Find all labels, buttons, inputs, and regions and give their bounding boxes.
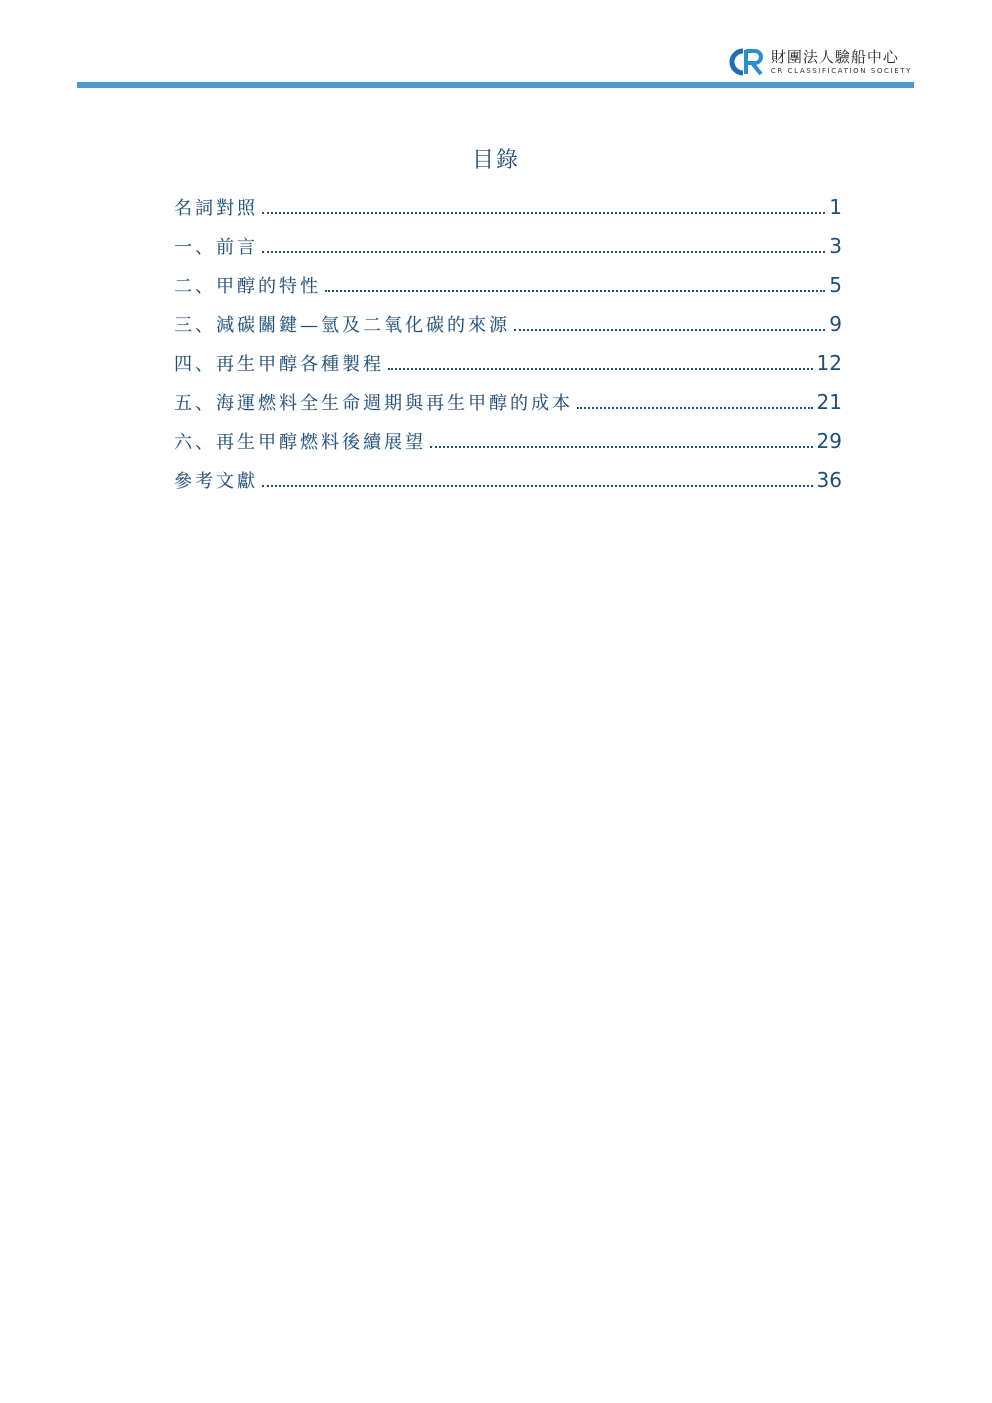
toc-title: 目錄 <box>471 148 520 173</box>
toc-leader-dots <box>388 368 813 370</box>
toc-entry-label: 四、再生甲醇各種製程 <box>174 354 384 375</box>
toc-entry-glossary[interactable] <box>174 194 842 233</box>
toc-list <box>174 194 842 506</box>
toc-entry-page: 1 <box>829 195 842 219</box>
cr-logo-icon <box>729 47 765 77</box>
toc-entry-carbon-reduction[interactable] <box>174 311 842 350</box>
toc-entry-label: 三、減碳關鍵—氫及二氧化碳的來源 <box>174 315 510 336</box>
toc-entry-label: 二、甲醇的特性 <box>174 276 321 297</box>
toc-leader-dots <box>514 329 825 331</box>
toc-leader-dots <box>262 212 825 214</box>
header-logo <box>729 47 912 77</box>
toc-entry-label: 五、海運燃料全生命週期與再生甲醇的成本 <box>174 393 573 414</box>
toc-entry-page: 29 <box>816 429 842 453</box>
toc-leader-dots <box>262 251 825 253</box>
toc-entry-label: 名詞對照 <box>174 198 258 219</box>
logo-text <box>770 47 912 75</box>
toc-entry-outlook[interactable] <box>174 428 842 467</box>
header-divider <box>77 82 914 88</box>
toc-leader-dots <box>262 485 813 487</box>
toc-leader-dots <box>577 407 813 409</box>
toc-leader-dots <box>430 446 813 448</box>
toc-entry-label: 一、前言 <box>174 237 258 258</box>
toc-entry-page: 36 <box>816 468 842 492</box>
toc-entry-page: 9 <box>829 312 842 336</box>
org-name-en: CR CLASSIFICATION SOCIETY <box>770 66 912 75</box>
org-name-cn: 財團法人驗船中心 <box>770 47 899 66</box>
toc-entry-references[interactable] <box>174 467 842 506</box>
toc-entry-lifecycle-cost[interactable] <box>174 389 842 428</box>
toc-entry-page: 3 <box>829 234 842 258</box>
toc-entry-introduction[interactable] <box>174 233 842 272</box>
toc-entry-page: 21 <box>816 390 842 414</box>
toc-entry-production-processes[interactable] <box>174 350 842 389</box>
toc-entry-label: 六、再生甲醇燃料後續展望 <box>174 432 426 453</box>
toc-entry-page: 12 <box>816 351 842 375</box>
toc-entry-page: 5 <box>829 273 842 297</box>
toc-leader-dots <box>325 290 825 292</box>
toc-entry-methanol-properties[interactable] <box>174 272 842 311</box>
toc-entry-label: 參考文獻 <box>174 471 258 492</box>
